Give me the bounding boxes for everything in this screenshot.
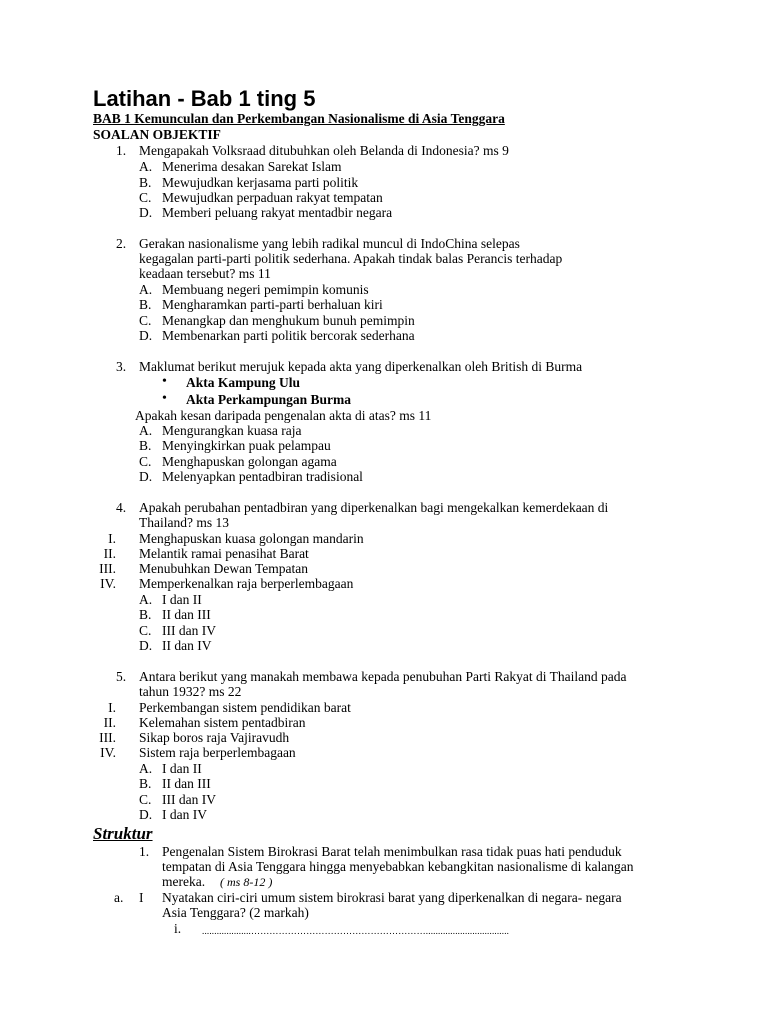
answer-line[interactable]: ....................…………………………………………………..................................: [202, 926, 510, 936]
option-label: D.: [139, 807, 153, 822]
statement-text: Memperkenalkan raja berperlembagaan: [139, 576, 354, 591]
question-number: 5.: [116, 669, 127, 684]
option-text: III dan IV: [162, 792, 216, 807]
question-text: Apakah perubahan pentadbiran yang diperkenalkan bagi mengekalkan kemerdekaan di: [139, 500, 609, 515]
sub-question-text: Nyatakan ciri-ciri umum sistem birokrasi barat yang diperkenalkan di negara- negara: [162, 890, 622, 905]
option-label: B.: [139, 438, 152, 453]
roman-numeral: IV.: [100, 576, 116, 591]
option-text: Mengharamkan parti-parti berhaluan kiri: [162, 297, 383, 312]
question-text: keadaan tersebut? ms 11: [139, 266, 271, 281]
page-reference: ( ms 8-12 ): [220, 875, 273, 889]
question-number: 3.: [116, 359, 127, 374]
option-text: Mengurangkan kuasa raja: [162, 423, 302, 438]
option-text: Memberi peluang rakyat mentadbir negara: [162, 205, 393, 220]
question-text: Antara berikut yang manakah membawa kepada penubuhan Parti Rakyat di Thailand pada: [139, 669, 627, 684]
option-text: II dan IV: [162, 638, 212, 653]
sub-question-numeral: I: [139, 890, 144, 905]
bullet-item: Akta Kampung Ulu: [186, 375, 301, 390]
chapter-heading: BAB 1 Kemunculan dan Perkembangan Nasionalisme di Asia Tenggara: [93, 111, 505, 126]
option-label: B.: [139, 175, 152, 190]
option-text: III dan IV: [162, 623, 216, 638]
option-label: C.: [139, 792, 152, 807]
option-text: Menghapuskan golongan agama: [162, 454, 337, 469]
option-text: Mewujudkan perpaduan rakyat tempatan: [162, 190, 383, 205]
answer-number: i.: [174, 921, 182, 936]
option-label: D.: [139, 638, 153, 653]
page-title: Latihan - Bab 1 ting 5: [93, 86, 316, 111]
option-text: I dan II: [162, 592, 202, 607]
question-text: Thailand? ms 13: [139, 515, 229, 530]
option-label: A.: [139, 282, 153, 297]
section-objektif-heading: SOALAN OBJEKTIF: [93, 127, 221, 142]
question-text: mereka.: [162, 874, 206, 889]
option-label: A.: [139, 592, 153, 607]
question-text: Pengenalan Sistem Birokrasi Barat telah menimbulkan rasa tidak puas hati penduduk: [162, 844, 622, 859]
question-text: Mengapakah Volksraad ditubuhkan oleh Belanda di Indonesia? ms 9: [139, 143, 509, 158]
option-text: Menangkap dan menghukum bunuh pemimpin: [162, 313, 415, 328]
question-text: tempatan di Asia Tenggara hingga menyebabkan kebangkitan nasionalisme di kalangan: [162, 859, 634, 874]
roman-numeral: II.: [103, 546, 116, 561]
question-text: tahun 1932? ms 22: [139, 684, 242, 699]
option-text: I dan II: [162, 761, 202, 776]
option-label: D.: [139, 328, 153, 343]
question-text: Maklumat berikut merujuk kepada akta yang diperkenalkan oleh British di Burma: [139, 359, 583, 374]
option-label: B.: [139, 776, 152, 791]
statement-text: Perkembangan sistem pendidikan barat: [139, 700, 351, 715]
option-text: Membuang negeri pemimpin komunis: [162, 282, 369, 297]
question-number: 2.: [116, 236, 127, 251]
option-label: C.: [139, 623, 152, 638]
option-label: B.: [139, 297, 152, 312]
option-label: D.: [139, 205, 153, 220]
option-label: A.: [139, 423, 153, 438]
question-number: 4.: [116, 500, 127, 515]
roman-numeral: I.: [108, 700, 116, 715]
option-label: A.: [139, 159, 153, 174]
roman-numeral: I.: [108, 531, 116, 546]
bullet-icon: •: [162, 391, 167, 406]
question-number: 1.: [139, 844, 150, 859]
roman-numeral: III.: [99, 561, 116, 576]
option-label: B.: [139, 607, 152, 622]
bullet-icon: •: [162, 374, 167, 389]
roman-numeral: II.: [103, 715, 116, 730]
bullet-item: Akta Perkampungan Burma: [186, 392, 352, 407]
option-text: Membenarkan parti politik bercorak sederhana: [162, 328, 415, 343]
sub-question-text: Asia Tenggara? (2 markah): [162, 905, 309, 920]
question-text: kegagalan parti-parti politik sederhana. Apakah tindak balas Perancis terhadap: [139, 251, 563, 266]
question-number: 1.: [116, 143, 127, 158]
option-label: C.: [139, 454, 152, 469]
option-label: C.: [139, 190, 152, 205]
roman-numeral: III.: [99, 730, 116, 745]
option-text: I dan IV: [162, 807, 207, 822]
sub-question-letter: a.: [114, 890, 124, 905]
question-text: Gerakan nasionalisme yang lebih radikal muncul di IndoChina selepas: [139, 236, 520, 251]
statement-text: Sikap boros raja Vajiravudh: [139, 730, 290, 745]
option-label: A.: [139, 761, 153, 776]
option-text: Menyingkirkan puak pelampau: [162, 438, 331, 453]
option-text: II dan III: [162, 607, 211, 622]
roman-numeral: IV.: [100, 745, 116, 760]
option-text: Menerima desakan Sarekat Islam: [162, 159, 342, 174]
statement-text: Menubuhkan Dewan Tempatan: [139, 561, 309, 576]
statement-text: Melantik ramai penasihat Barat: [139, 546, 309, 561]
question-stem: Apakah kesan daripada pengenalan akta di atas? ms 11: [135, 408, 432, 423]
section-struktur-heading: Struktur: [93, 824, 153, 843]
option-text: Melenyapkan pentadbiran tradisional: [162, 469, 363, 484]
statement-text: Kelemahan sistem pentadbiran: [139, 715, 306, 730]
option-label: C.: [139, 313, 152, 328]
statement-text: Menghapuskan kuasa golongan mandarin: [139, 531, 364, 546]
option-text: II dan III: [162, 776, 211, 791]
option-text: Mewujudkan kerjasama parti politik: [162, 175, 359, 190]
option-label: D.: [139, 469, 153, 484]
statement-text: Sistem raja berperlembagaan: [139, 745, 296, 760]
